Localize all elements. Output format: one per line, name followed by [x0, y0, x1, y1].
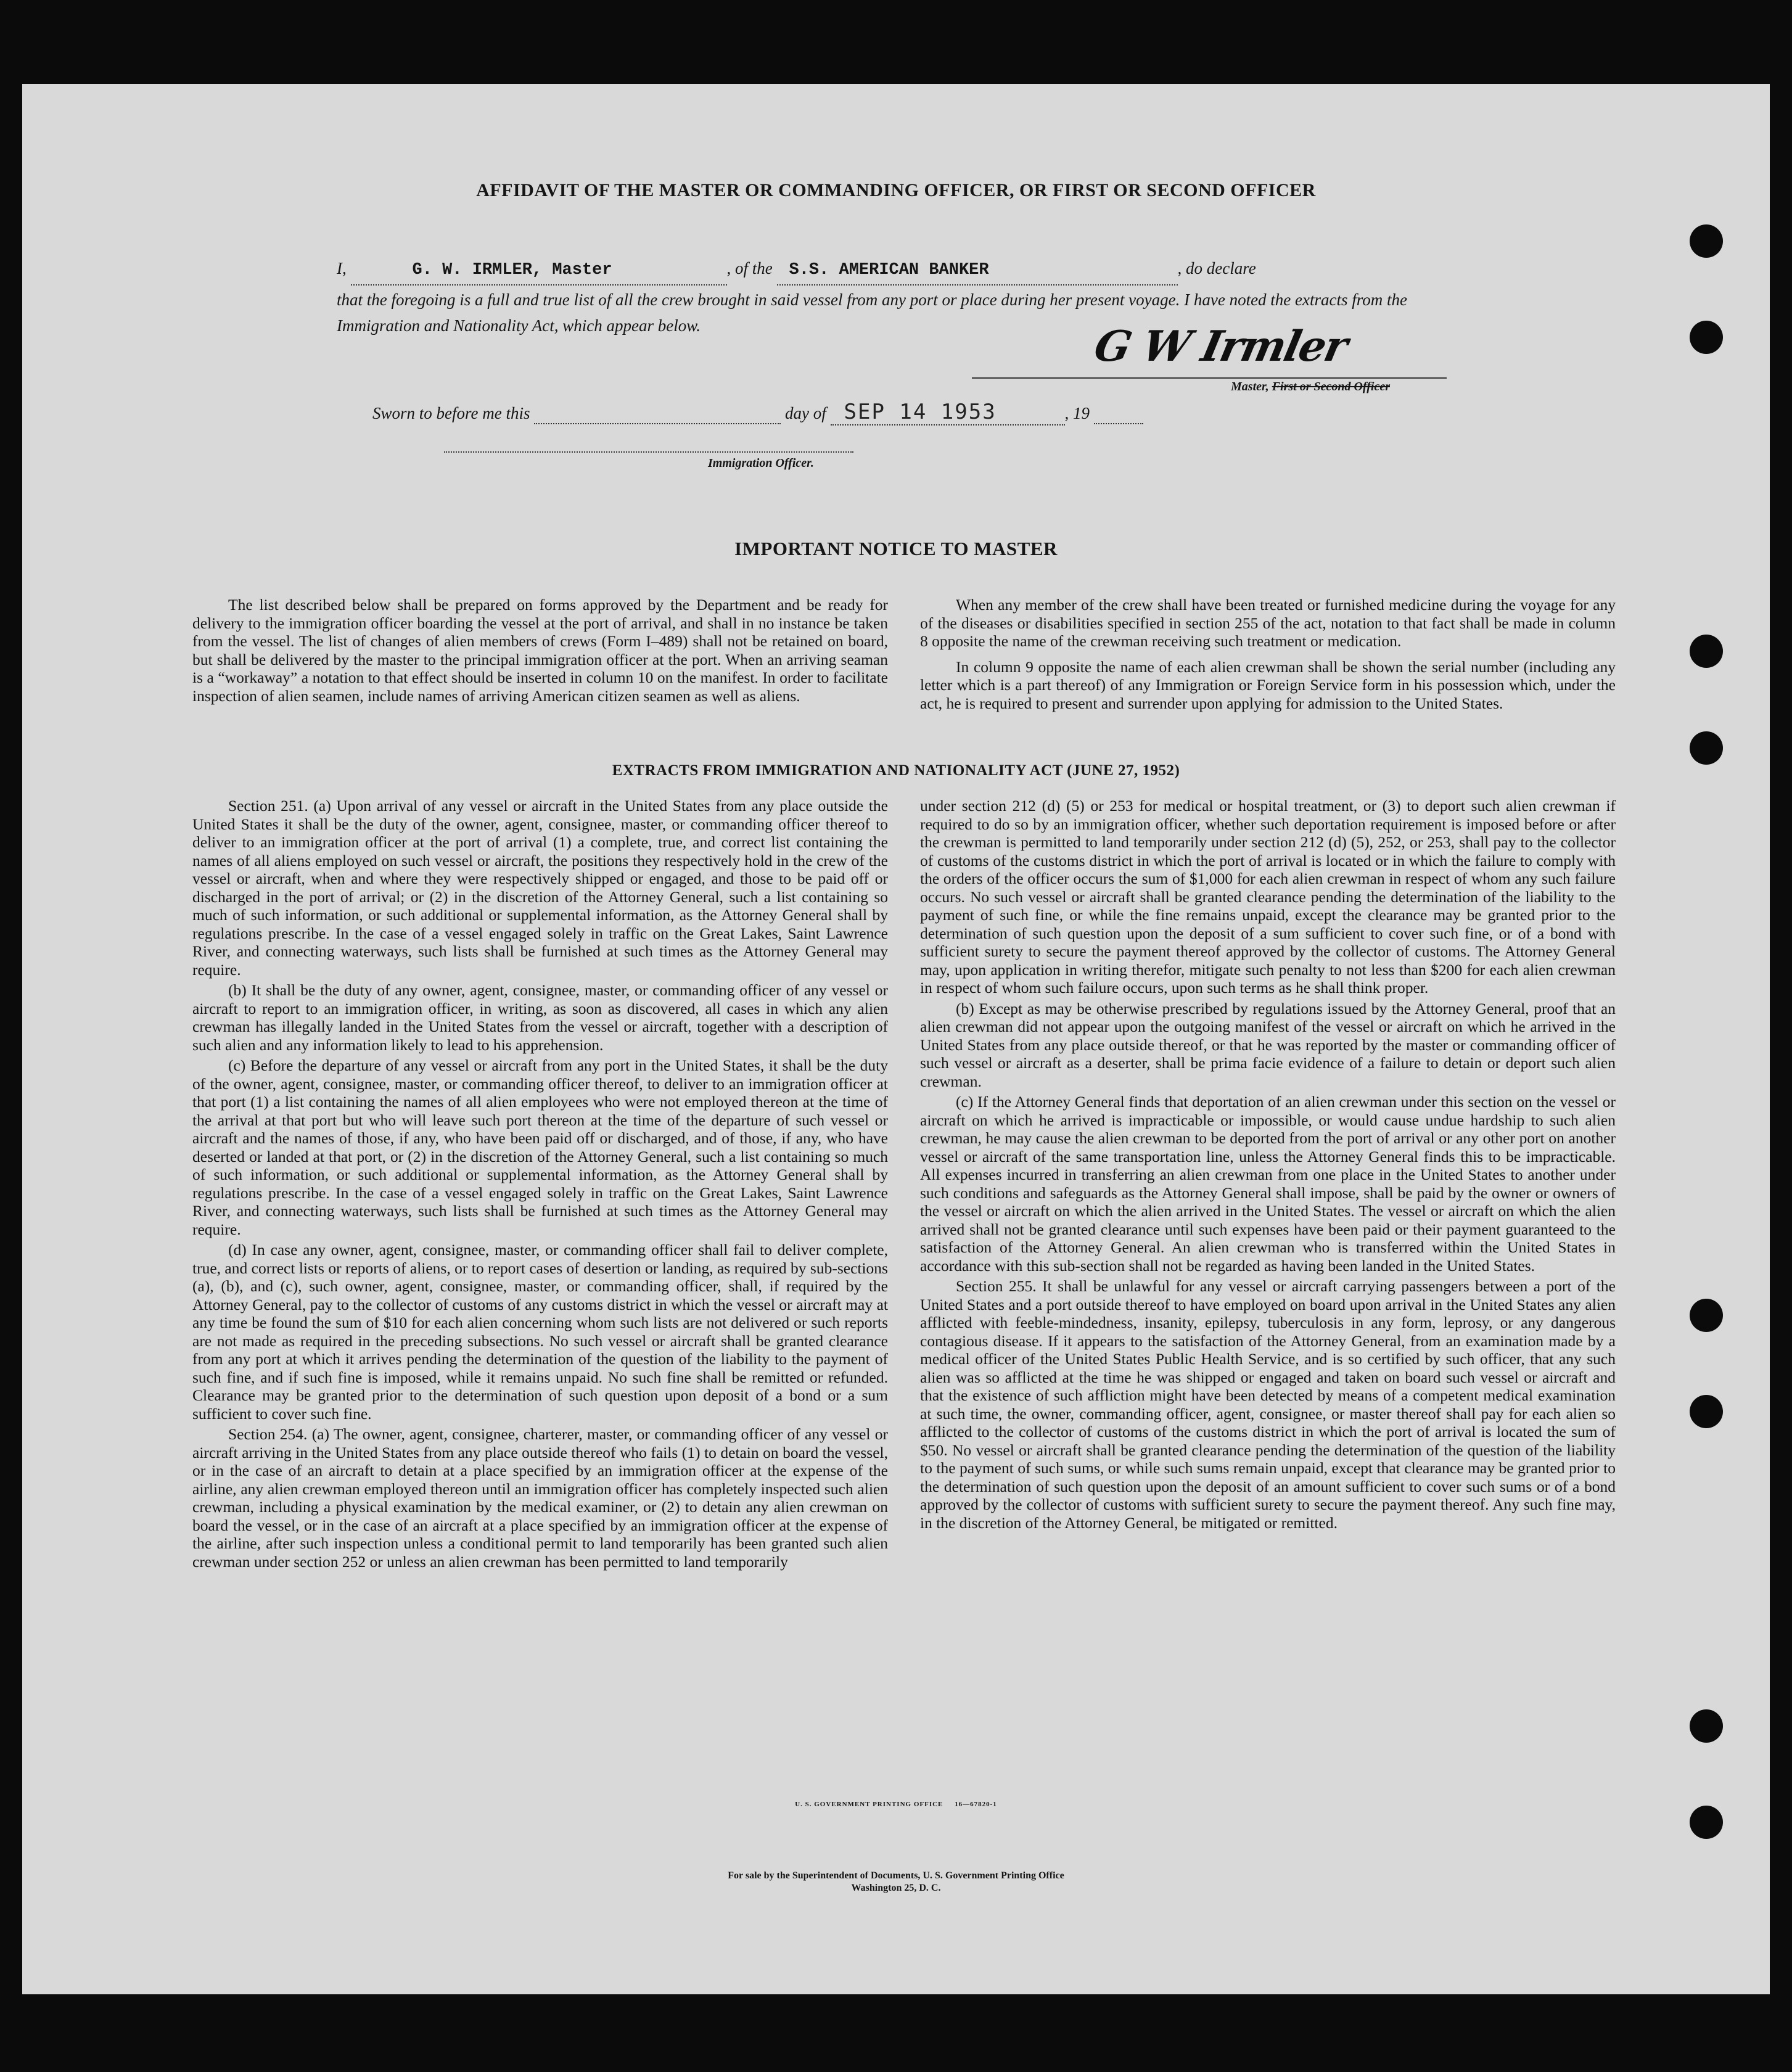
signer-title-master: Master,	[1231, 380, 1269, 393]
extract-paragraph: (b) It shall be the duty of any owner, agent, consignee, master, or commanding officer of any vessel or aircraft to report to an immigration officer, in writing, as soon as discovered, all cases in which any alien crewman has illegally landed in the United States from the vessel or aircraft, together with a description of such alien and any information likely to lead to his apprehension.	[192, 981, 888, 1054]
punch-hole	[1690, 1806, 1723, 1839]
punch-hole	[1690, 635, 1723, 668]
extracts-left-column	[192, 797, 888, 1573]
notice-title: IMPORTANT NOTICE TO MASTER	[734, 538, 1058, 559]
immigration-officer-label: Immigration Officer.	[708, 456, 814, 470]
punch-hole	[1690, 224, 1723, 258]
extracts-title: EXTRACTS FROM IMMIGRATION AND NATIONALITY ACT (JUNE 27, 1952)	[612, 762, 1180, 779]
signature-line	[972, 377, 1447, 379]
printing-office-line: U. S. GOVERNMENT PRINTING OFFICE 16—67820-1	[795, 1801, 997, 1808]
affidavit-title: AFFIDAVIT OF THE MASTER OR COMMANDING OFFICER, OR FIRST OR SECOND OFFICER	[476, 180, 1316, 200]
notice-right-paragraph-1: When any member of the crew shall have been treated or furnished medicine during the voyage for any of the diseases or disabilities specified in section 255 of the act, notation to that fact shall be made in column 8 opposite the name of the crewman receiving such treatment or medication.	[920, 596, 1616, 650]
notice-left-paragraph: The list described below shall be prepared on forms approved by the Department and be ready for delivery to the immigration officer boarding the vessel at the port of arrival, and shall in no instance be taken from the vessel. The list of changes of alien members of crews (Form I–489) shall not be retained on board, but shall be delivered by the master to the principal immigration officer at the port. When an arriving seaman is a “workaway” a notation to that effect should be inserted in column 10 on the manifest. In order to facilitate inspection of alien seamen, include names of arriving American citizen seamen as well as aliens.	[192, 596, 888, 705]
i-label: I,	[337, 259, 347, 278]
sworn-label: Sworn to before me this	[372, 404, 530, 422]
notice-right-paragraph-2: In column 9 opposite the name of each alien crewman shall be shown the serial number (including any letter which is a part thereof) of any Immigration or Foreign Service form in his possession which, under the act, he is required to present and surrender upon applying for admission to the United States.	[920, 657, 1616, 712]
extract-paragraph: (c) If the Attorney General finds that deportation of an alien crewman under this section on the vessel or aircraft on which he arrived is impracticable or impossible, or would cause undue hardship to such alien crewman, he may cause the alien crewman to be deported from the port of arrival or any other port on another vessel or aircraft of the same transportation line, unless the Attorney General finds this to be impracticable. All expenses incurred in transferring an alien crewman from one place in the United States to another under such conditions and safeguards as the Attorney General shall impose, shall be paid by the owner or owners of the vessel or aircraft on which the alien arrived in the United States. The vessel or aircraft on which the alien arrived shall not be granted clearance until such expenses have been paid or their payment guaranteed to the satisfaction of the Attorney General. An alien crewman who is transferred within the United States in accordance with this sub-section shall not be regarded as having been landed in the United States.	[920, 1093, 1616, 1275]
extract-paragraph: under section 212 (d) (5) or 253 for medical or hospital treatment, or (3) to deport such alien crewman if required to do so by an immigration officer, whether such deportation requirement is imposed before or after the crewman is permitted to land temporarily under section 212 (d) (5), 252, or 253, shall pay to the collector of customs of the customs district in which the port of arrival is located or in which the failure to comply with the orders of the officer occurs the sum of $1,000 for each alien crewman in respect of whom any such failure occurs. No such vessel or aircraft shall be granted clearance pending the determination of the liability to the payment of such fine, or while the fine remains unpaid, except the clearance may be granted prior to the determination of such question upon the deposit of a sum sufficient to cover such fine, or of a bond with sufficient surety to secure the payment thereof approved by the collector of customs. The Attorney General may, upon application in writing therefor, mitigate such penalty to not less than $200 for each alien crewman in respect of whom such failure occurs, upon such terms as he shall think proper.	[920, 797, 1616, 997]
extract-paragraph: Section 254. (a) The owner, agent, consignee, charterer, master, or commanding officer of any vessel or aircraft arriving in the United States from any place outside thereof who fails (1) to detain on board the vessel, or in the case of an aircraft to detain at a place specified by an immigration officer at the expense of the airline, any alien crewman employed thereon until an immigration officer has completely inspected such alien crewman, including a physical examination by the medical examiner, or (2) to detain any alien crewman on board the vessel, or in the case of an aircraft at a place specified by an immigration officer at the expense of the airline, after such inspection unless a conditional permit to land temporarily has been granted such alien crewman under section 252 or unless an alien crewman has been permitted to land temporarily	[192, 1425, 888, 1571]
sworn-day-field	[534, 404, 781, 424]
for-sale-notice	[22, 1870, 1770, 1894]
master-name-field: G. W. IRMLER, Master	[351, 256, 727, 286]
year-label: , 19	[1064, 404, 1090, 422]
signature: G W Irmler	[1090, 322, 1351, 371]
date-stamp-field	[831, 400, 1065, 426]
notice-left-column	[192, 596, 888, 707]
punch-hole	[1690, 731, 1723, 765]
notice-right-column	[920, 596, 1616, 715]
extracts-right-column	[920, 797, 1616, 1534]
extract-paragraph: Section 251. (a) Upon arrival of any vessel or aircraft in the United States from any place outside the United States it shall be the duty of the owner, agent, consignee, master, or commanding officer thereof to deliver to an immigration officer at the port of arrival (1) a complete, true, and correct list containing the names of all aliens employed on such vessel or aircraft, the positions they respectively hold in the crew of the vessel or aircraft, when and where they were respectively shipped or engaged, and those to be paid off or discharged in the port of arrival; or (2) in the discretion of the Attorney General, such a list containing so much of such information, or such additional or supplemental information, as the Attorney General shall by regulations prescribe. In the case of a vessel engaged solely in traffic on the Great Lakes, Saint Lawrence River, and connecting waterways, such lists shall be furnished at such times as the Attorney General may require.	[192, 797, 888, 979]
punch-hole	[1690, 321, 1723, 354]
punch-hole	[1690, 1395, 1723, 1428]
day-of-label: day of	[785, 404, 826, 422]
punch-hole	[1690, 1299, 1723, 1332]
document-page	[22, 84, 1770, 1994]
sworn-line	[372, 400, 1143, 426]
extract-paragraph: (b) Except as may be otherwise prescribed by regulations issued by the Attorney General, proof that an alien crewman did not appear upon the outgoing manifest of the vessel or aircraft on which he arrived in the United States from any place outside thereof, or that he was reported by the master or commanding officer of such vessel or aircraft as a deserter, shall be prima facie evidence of a failure to detain or deport such alien crewman.	[920, 999, 1616, 1090]
vessel-name-field: S.S. AMERICAN BANKER	[777, 256, 1178, 286]
do-declare-label: , do declare	[1177, 259, 1256, 278]
immigration-officer-line	[444, 451, 853, 453]
date-stamp: SEP 14 1953	[844, 400, 997, 424]
signer-title	[1231, 380, 1390, 394]
declaration-text: that the foregoing is a full and true list of all the crew brought in said vessel from any port or place during her present voyage. I have noted the extracts from the Immigration and Nationality Act, which appear below.	[337, 290, 1408, 335]
year-field	[1094, 404, 1143, 424]
punch-hole	[1690, 1709, 1723, 1743]
extract-paragraph: Section 255. It shall be unlawful for any vessel or aircraft carrying passengers between a port of the United States and a port outside thereof to have employed on board upon arrival in the United States any alien afflicted with feeble-mindedness, insanity, epilepsy, tuberculosis in any form, leprosy, or any dangerous contagious disease. If it appears to the satisfaction of the Attorney General, from an examination made by a medical officer of the United States Public Health Service, and is so certified by such officer, that any such alien was so afflicted at the time he was shipped or engaged and taken on board such vessel or aircraft and that the existence of such affliction might have been detected by means of a competent medical examination at such time, the owner, commanding officer, agent, consignee, or master thereof shall pay for each alien so afflicted to the collector of customs of the customs district in which the port of arrival is located the sum of $50. No vessel or aircraft shall be granted clearance pending the determination of the question of the liability to the payment of such sums, or while such sums remain unpaid, except that clearance may be granted prior to the determination of such question upon the deposit of an amount sufficient to cover such sums or of a bond approved by the collector of customs with sufficient surety to secure the payment thereof. Any such fine may, in the discretion of the Attorney General, be mitigated or remitted.	[920, 1277, 1616, 1532]
extract-paragraph: (c) Before the departure of any vessel or aircraft from any port in the United States, it shall be the duty of the owner, agent, consignee, master, or commanding officer thereof, to deliver to an immigration officer at that port (1) a list containing the names of all alien employees who were not employed thereon at the time of the arrival at that port but who will leave such port thereon at the time of the departure of such vessel or aircraft and the names of those, if any, who have been paid off or discharged, and of those, if any, who have deserted or landed at that port, or (2) in the discretion of the Attorney General, such a list containing so much of such information, or such additional or supplemental information, as the Attorney General shall by regulations prescribe. In the case of a vessel engaged solely in traffic on the Great Lakes, Saint Lawrence River, and connecting waterways, such lists shall be furnished at such times as the Attorney General may require.	[192, 1056, 888, 1238]
signer-title-struck: First or Second Officer	[1272, 380, 1390, 393]
for-sale-line-1: For sale by the Superintendent of Documents, U. S. Government Printing Office	[728, 1870, 1064, 1881]
for-sale-line-2: Washington 25, D. C.	[851, 1883, 941, 1893]
of-the-label: , of the	[726, 259, 773, 278]
extract-paragraph: (d) In case any owner, agent, consignee, master, or commanding officer shall fail to deliver complete, true, and correct lists or reports of aliens, or to report cases of desertion or landing, as required by sub-sections (a), (b), and (c), such owner, agent, consignee, master, or commanding officer, shall, if required by the Attorney General, pay to the collector of customs of any customs district in which the vessel or aircraft may at any time be found the sum of $10 for each alien concerning whom such lists are not delivered or such reports are not made as required in the preceding subsections. No such vessel or aircraft shall be granted clearance from any port at which it arrives pending the determination of the question of the liability to the payment of such fine, and if such fine is imposed, while it remains unpaid. No such fine shall be remitted or refunded. Clearance may be granted prior to the determination of such question upon deposit of a bond or a sum sufficient to cover such fine.	[192, 1241, 888, 1423]
